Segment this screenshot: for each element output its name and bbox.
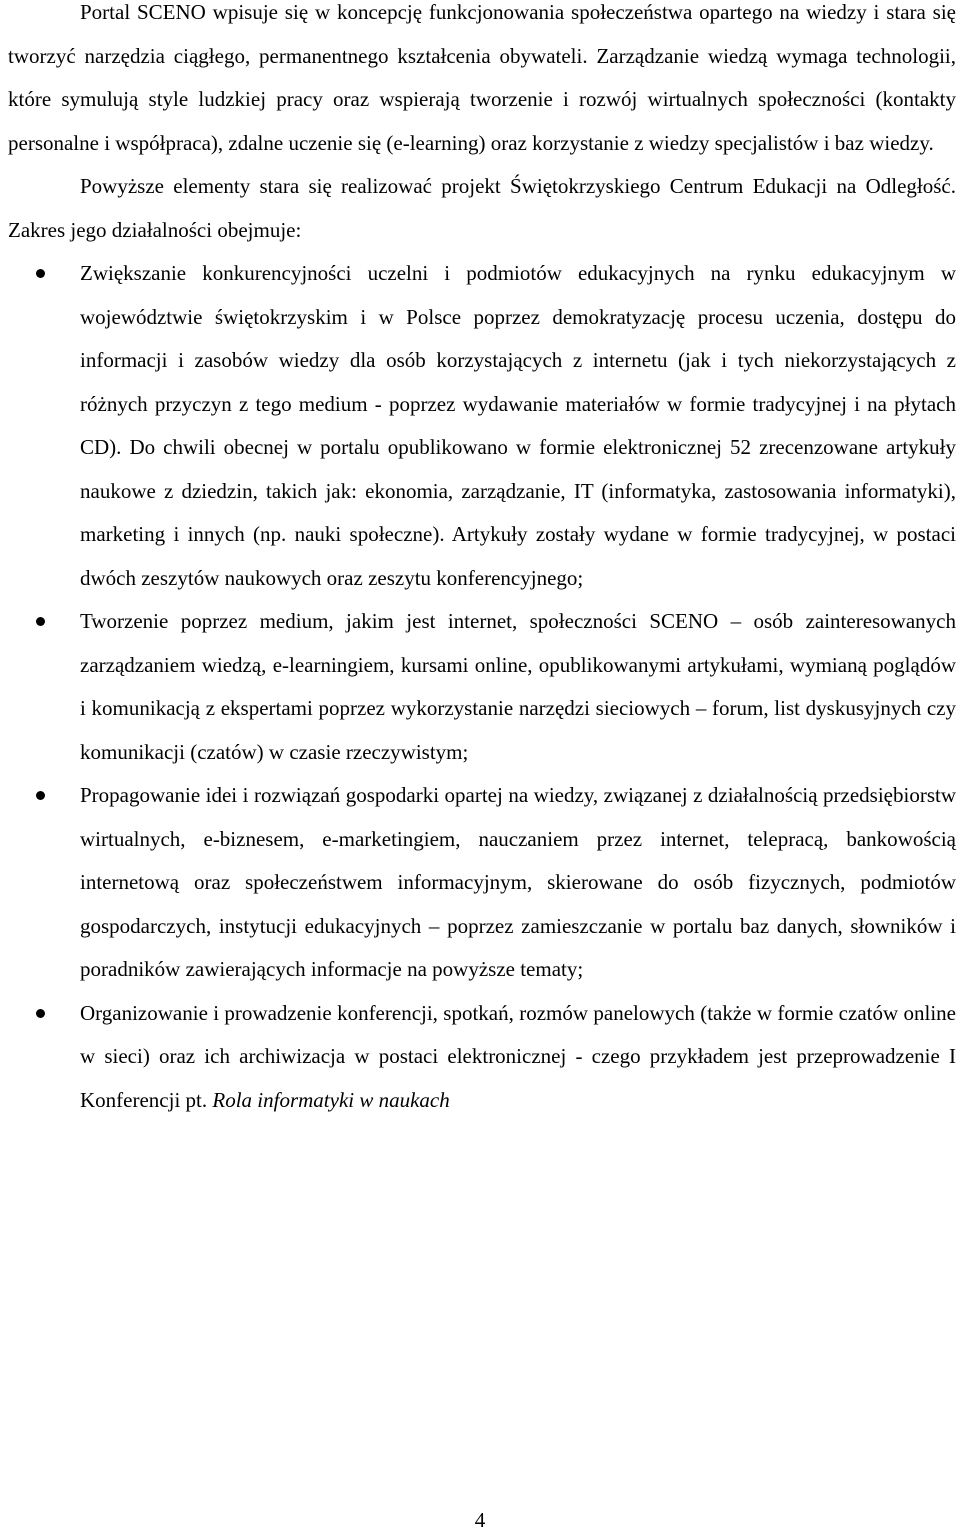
bullet-icon xyxy=(36,1009,45,1018)
list-item xyxy=(8,774,956,992)
list-item xyxy=(8,600,956,774)
scope-paragraph: Powyższe elementy stara się realizować projekt Świętokrzyskiego Centrum Edukacji na Odległość. Zakres jego działalności obejmuje: xyxy=(8,174,956,242)
bullet-icon xyxy=(36,269,45,278)
activity-list xyxy=(8,252,956,1122)
list-item-text: Zwiększanie konkurencyjności uczelni i podmiotów edukacyjnych na rynku edukacyjnym w województwie świętokrzyskim i w Polsce poprzez demokratyzację procesu uczenia, dostępu do informacji i zasobów wiedzy dla osób korzystających z internetu (jak i tych niekorzystających z różnych przyczyn z tego medium - poprzez wydawanie materiałów w formie tradycyjnej i na płytach CD). Do chwili obecnej w portalu opublikowano w formie elektronicznej 52 zrecenzowane artykuły naukowe z dziedzin, takich jak: ekonomia, zarządzanie, IT (informatyka, zastosowania informatyki), marketing i innych (np. nauki społeczne). Artykuły zostały wydane w formie tradycyjnej, w postaci dwóch zeszytów naukowych oraz zeszytu konferencyjnego; xyxy=(80,261,956,590)
list-item xyxy=(8,992,956,1123)
bullet-icon xyxy=(36,617,45,626)
list-item-text: Organizowanie i prowadzenie konferencji, spotkań, rozmów panelowych (także w formie czatów online w sieci) oraz ich archiwizacja w postaci elektronicznej - czego przykładem jest przeprowadzenie I Konferencji pt. xyxy=(80,1000,956,1112)
conference-title: Rola informatyki w naukach xyxy=(212,1087,450,1112)
bullet-icon xyxy=(36,791,45,800)
list-item xyxy=(8,252,956,600)
list-item-text: Tworzenie poprzez medium, jakim jest internet, społeczności SCENO – osób zainteresowanych zarządzaniem wiedzą, e-learningiem, kursami online, opublikowanymi artykułami, wymianą poglądów i komunikacją z ekspertami poprzez wykorzystanie narzędzi sieciowych – forum, list dyskusyjnych czy komunikacji (czatów) w czasie rzeczywistym; xyxy=(80,609,956,764)
intro-paragraph: Portal SCENO wpisuje się w koncepcję funkcjonowania społeczeństwa opartego na wiedzy i stara się tworzyć narzędzia ciągłego, permanentnego kształcenia obywateli. Zarządzanie wiedzą wymaga technologii, które symulują style ludzkiej pracy oraz wspierają tworzenie i rozwój wirtualnych społeczności (kontakty personalne i współpraca), zdalne uczenie się (e-learning) oraz korzystanie z wiedzy specjalistów i baz wiedzy. xyxy=(8,0,956,155)
page-number: 4 xyxy=(474,1508,486,1532)
list-item-text: Propagowanie idei i rozwiązań gospodarki opartej na wiedzy, związanej z działalnością przedsiębiorstw wirtualnych, e-biznesem, e-marketingiem, nauczaniem przez internet, telepracą, bankowością internetową oraz społeczeństwem informacyjnym, skierowane do osób fizycznych, podmiotów gospodarczych, instytucji edukacyjnych – poprzez zamieszczanie w portalu baz danych, słowników i poradników zawierających informacje na powyższe tematy; xyxy=(80,783,956,981)
document-page xyxy=(8,0,956,1122)
